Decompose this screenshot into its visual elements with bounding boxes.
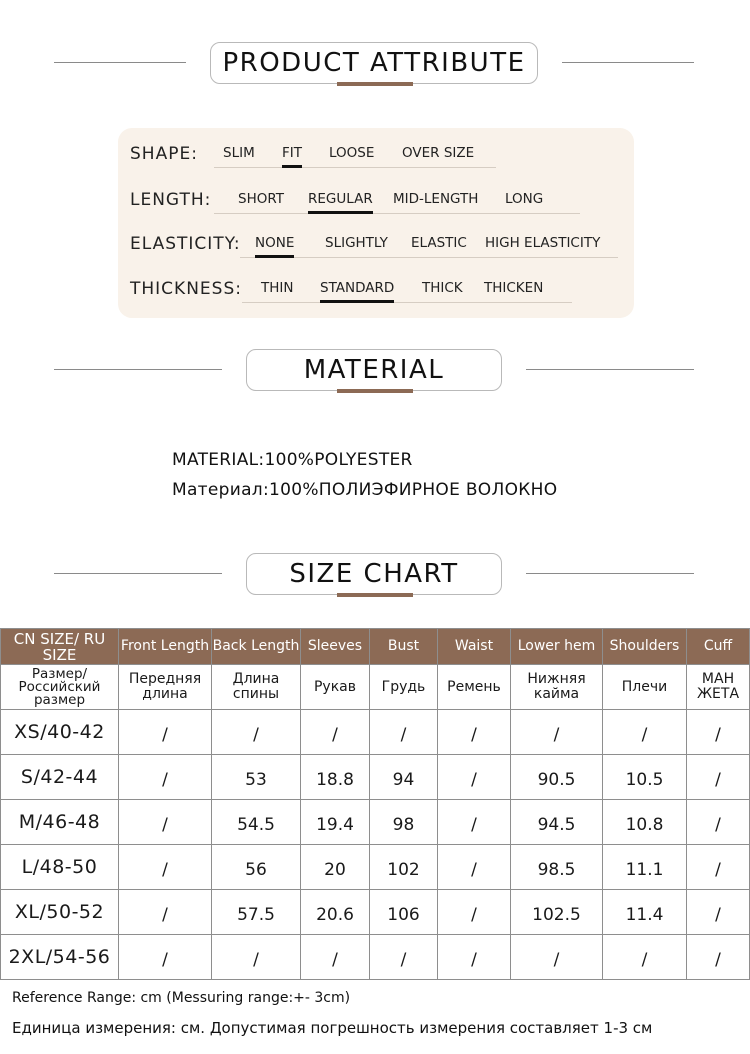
table-cell: 57.5 bbox=[212, 890, 301, 935]
table-row bbox=[1, 935, 750, 980]
header-cell: Bust bbox=[370, 629, 438, 665]
table-cell: / bbox=[603, 935, 687, 980]
table-cell: / bbox=[687, 755, 750, 800]
table-cell: / bbox=[212, 935, 301, 980]
attribute-rule bbox=[214, 167, 496, 168]
table-cell: / bbox=[119, 755, 212, 800]
table-cell: / bbox=[370, 710, 438, 755]
attribute-label: LENGTH: bbox=[130, 190, 212, 210]
header-cell: Рукав bbox=[301, 665, 370, 710]
header-rule-right bbox=[562, 62, 694, 63]
size-cell: L/48-50 bbox=[1, 845, 119, 890]
table-cell: 11.4 bbox=[603, 890, 687, 935]
table-row bbox=[1, 800, 750, 845]
material-header bbox=[0, 349, 750, 399]
header-row-ru bbox=[1, 665, 750, 710]
attribute-label: SHAPE: bbox=[130, 144, 198, 164]
material-english: MATERIAL:100%POLYESTER bbox=[172, 450, 413, 470]
option-standard-selected: STANDARD bbox=[320, 280, 395, 296]
table-cell: 98 bbox=[370, 800, 438, 845]
header-rule-left bbox=[54, 369, 222, 370]
table-cell: 102 bbox=[370, 845, 438, 890]
option-high-elasticity: HIGH ELASTICITY bbox=[485, 235, 601, 251]
table-cell: / bbox=[119, 845, 212, 890]
table-cell: / bbox=[212, 710, 301, 755]
table-cell: / bbox=[301, 710, 370, 755]
table-cell: / bbox=[438, 755, 511, 800]
size-cell: M/46-48 bbox=[1, 800, 119, 845]
table-cell: / bbox=[438, 935, 511, 980]
header-rule-right bbox=[526, 369, 694, 370]
header-cell: Длина спины bbox=[212, 665, 301, 710]
table-cell: 20.6 bbox=[301, 890, 370, 935]
header-cell: Грудь bbox=[370, 665, 438, 710]
table-cell: 53 bbox=[212, 755, 301, 800]
size-cell: S/42-44 bbox=[1, 755, 119, 800]
material-russian: Материал:100%ПОЛИЭФИРНОЕ ВОЛОКНО bbox=[172, 480, 558, 500]
table-cell: / bbox=[119, 800, 212, 845]
header-rule-left bbox=[54, 62, 186, 63]
header-cell: Shoulders bbox=[603, 629, 687, 665]
header-rule-left bbox=[54, 573, 222, 574]
option-thicken: THICKEN bbox=[484, 280, 544, 296]
reference-range-note: Reference Range: cm (Messuring range:+- 3cm) bbox=[12, 990, 351, 1006]
table-cell: 11.1 bbox=[603, 845, 687, 890]
table-cell: 94.5 bbox=[511, 800, 603, 845]
table-cell: 90.5 bbox=[511, 755, 603, 800]
attribute-rule bbox=[242, 302, 572, 303]
attribute-row-thickness bbox=[118, 277, 634, 307]
size-chart-table bbox=[0, 628, 750, 980]
header-rule-right bbox=[526, 573, 694, 574]
table-cell: / bbox=[438, 890, 511, 935]
header-cell: Back Length bbox=[212, 629, 301, 665]
size-chart-header bbox=[0, 553, 750, 603]
table-cell: 98.5 bbox=[511, 845, 603, 890]
table-cell: / bbox=[438, 800, 511, 845]
table-cell: / bbox=[301, 935, 370, 980]
header-cell: МАН ЖЕТА bbox=[687, 665, 750, 710]
table-cell: / bbox=[687, 845, 750, 890]
attribute-row-shape bbox=[118, 142, 634, 172]
table-cell: / bbox=[687, 800, 750, 845]
measurement-unit-note-ru: Единица измерения: см. Допустимая погрешность измерения составляет 1-3 см bbox=[12, 1019, 653, 1037]
size-cell: XS/40-42 bbox=[1, 710, 119, 755]
attribute-row-length bbox=[118, 188, 634, 218]
table-row bbox=[1, 845, 750, 890]
product-attribute-title: PRODUCT ATTRIBUTE bbox=[210, 42, 538, 84]
table-cell: / bbox=[119, 710, 212, 755]
product-attribute-header bbox=[0, 42, 750, 92]
table-cell: / bbox=[119, 890, 212, 935]
header-row-en bbox=[1, 629, 750, 665]
attribute-label: ELASTICITY: bbox=[130, 234, 241, 254]
table-cell: / bbox=[603, 710, 687, 755]
size-chart-title: SIZE CHART bbox=[246, 553, 502, 595]
table-cell: / bbox=[438, 710, 511, 755]
option-thin: THIN bbox=[261, 280, 294, 296]
header-cell: Front Length bbox=[119, 629, 212, 665]
header-cell: Ремень bbox=[438, 665, 511, 710]
header-cell: Lower hem bbox=[511, 629, 603, 665]
header-cell: Размер/ Российский размер bbox=[1, 665, 119, 710]
option-mid-length: MID-LENGTH bbox=[393, 191, 479, 207]
table-cell: 10.5 bbox=[603, 755, 687, 800]
option-elastic: ELASTIC bbox=[411, 235, 467, 251]
table-cell: 54.5 bbox=[212, 800, 301, 845]
option-regular-selected: REGULAR bbox=[308, 191, 373, 207]
material-title: MATERIAL bbox=[246, 349, 502, 391]
size-cell: 2XL/54-56 bbox=[1, 935, 119, 980]
header-cell: Cuff bbox=[687, 629, 750, 665]
table-cell: / bbox=[687, 890, 750, 935]
attribute-rule bbox=[214, 213, 580, 214]
table-cell: / bbox=[119, 935, 212, 980]
table-cell: / bbox=[511, 710, 603, 755]
header-cell: Плечи bbox=[603, 665, 687, 710]
size-cell: XL/50-52 bbox=[1, 890, 119, 935]
attribute-label: THICKNESS: bbox=[130, 279, 242, 299]
header-cell: CN SIZE/ RU SIZE bbox=[1, 629, 119, 665]
header-cell: Передняя длина bbox=[119, 665, 212, 710]
table-cell: / bbox=[370, 935, 438, 980]
option-short: SHORT bbox=[238, 191, 284, 207]
option-over-size: OVER SIZE bbox=[402, 145, 475, 161]
option-slightly: SLIGHTLY bbox=[325, 235, 388, 251]
table-cell: 56 bbox=[212, 845, 301, 890]
table-cell: 102.5 bbox=[511, 890, 603, 935]
table-cell: / bbox=[511, 935, 603, 980]
option-fit-selected: FIT bbox=[282, 145, 302, 161]
table-cell: 10.8 bbox=[603, 800, 687, 845]
header-cell: Waist bbox=[438, 629, 511, 665]
table-row bbox=[1, 755, 750, 800]
table-cell: / bbox=[438, 845, 511, 890]
table-cell: 106 bbox=[370, 890, 438, 935]
option-thick: THICK bbox=[422, 280, 463, 296]
option-long: LONG bbox=[505, 191, 544, 207]
table-row bbox=[1, 710, 750, 755]
attribute-rule bbox=[240, 257, 618, 258]
option-loose: LOOSE bbox=[329, 145, 375, 161]
table-cell: / bbox=[687, 935, 750, 980]
attribute-panel bbox=[118, 128, 634, 318]
header-cell: Нижняя кайма bbox=[511, 665, 603, 710]
option-none-selected: NONE bbox=[255, 235, 295, 251]
table-cell: 94 bbox=[370, 755, 438, 800]
table-row bbox=[1, 890, 750, 935]
table-cell: / bbox=[687, 710, 750, 755]
header-accent-bar bbox=[337, 593, 413, 597]
table-cell: 18.8 bbox=[301, 755, 370, 800]
option-slim: SLIM bbox=[223, 145, 255, 161]
table-cell: 20 bbox=[301, 845, 370, 890]
header-accent-bar bbox=[337, 82, 413, 86]
attribute-row-elasticity bbox=[118, 232, 634, 262]
header-cell: Sleeves bbox=[301, 629, 370, 665]
table-cell: 19.4 bbox=[301, 800, 370, 845]
header-accent-bar bbox=[337, 389, 413, 393]
